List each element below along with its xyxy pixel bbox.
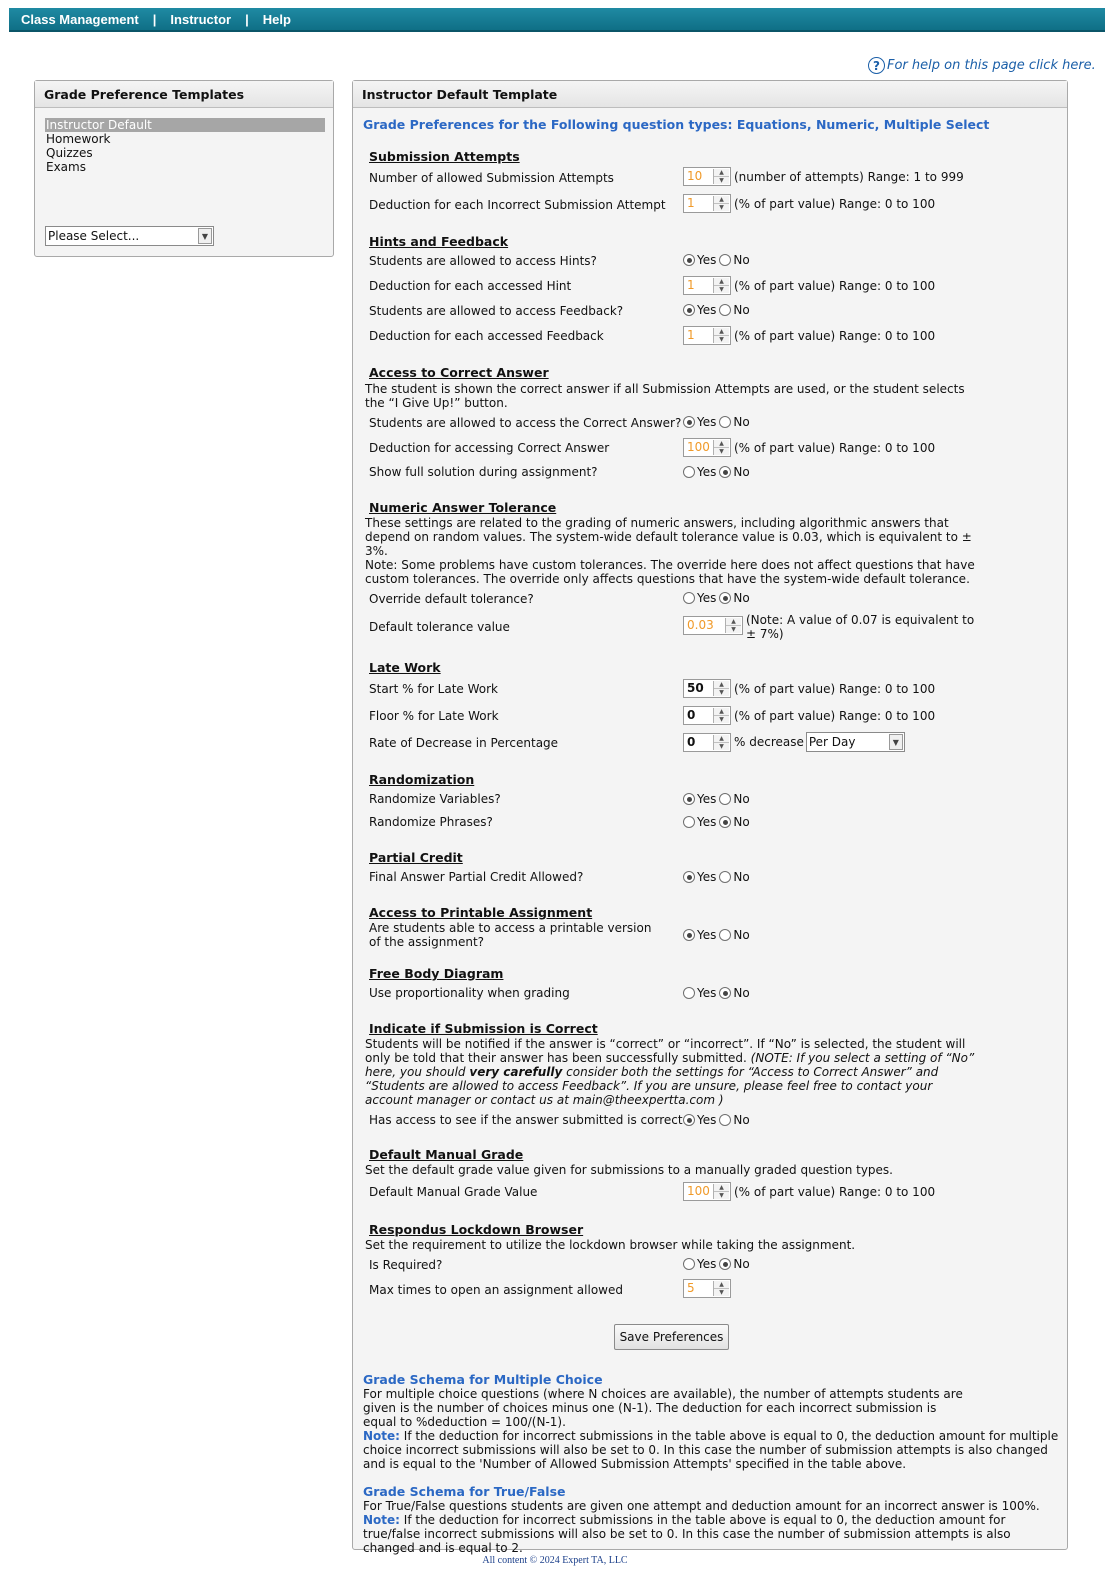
radio-no-label: No xyxy=(733,303,750,317)
spin-up-icon[interactable]: ▲ xyxy=(714,681,729,689)
radio-yes-label: Yes xyxy=(697,253,717,267)
section-title-printable: Access to Printable Assignment xyxy=(369,905,593,920)
label-override-tolerance: Override default tolerance? xyxy=(369,592,534,606)
nav-separator: | xyxy=(245,11,249,27)
section-title-hints-feedback: Hints and Feedback xyxy=(369,234,509,249)
indicate-text-1: Students will be notified if the answer is “correct” or “incorrect”. If “No” is selected, the student will only be told that their answer has been successfully submitted. xyxy=(365,1037,966,1065)
section-title-submission-attempts: Submission Attempts xyxy=(369,149,520,164)
respondus-yes-radio[interactable] xyxy=(683,1258,695,1270)
hints-no-radio[interactable] xyxy=(719,254,731,266)
max-open-value: 5 xyxy=(687,1281,695,1295)
respondus-no-radio[interactable] xyxy=(719,1258,731,1270)
nav-separator: | xyxy=(152,11,157,27)
late-rate-period-select[interactable] xyxy=(806,732,905,752)
label-access-correct-answer: Students are allowed to access the Correct Answer? xyxy=(369,416,682,430)
label-hint-deduction: Deduction for each accessed Hint xyxy=(369,279,572,293)
late-floor-spinner[interactable] xyxy=(683,706,731,725)
correct-answer-deduction-value: 100 xyxy=(687,440,710,454)
radio-yes-label: Yes xyxy=(697,792,717,806)
late-start-range: (% of part value) Range: 0 to 100 xyxy=(734,681,936,696)
manual-grade-value: 100 xyxy=(687,1184,710,1198)
partial-yes-radio[interactable] xyxy=(683,871,695,883)
attempts-spinner[interactable] xyxy=(683,167,731,186)
incorrect-deduction-control xyxy=(683,194,935,213)
schema-tf-note xyxy=(363,1513,1063,1555)
attempts-control xyxy=(683,167,964,186)
label-printable-line2: of the assignment? xyxy=(369,935,485,949)
indicate-text-4: consider both the settings for “Access to Correct Answer” and “Students are allowed to access Feedback”. If you are unsure, please feel free to contact your account manager or contact us at main@theexpertta.com ) xyxy=(365,1065,939,1107)
spin-up-icon[interactable]: ▲ xyxy=(726,618,741,626)
respondus-radio-group xyxy=(683,1257,753,1271)
spin-down-icon[interactable]: ▼ xyxy=(714,336,729,343)
radio-yes-label: Yes xyxy=(697,303,717,317)
templates-panel xyxy=(34,80,334,257)
solution-no-radio[interactable] xyxy=(719,466,731,478)
radio-no-label: No xyxy=(733,815,750,829)
attempts-range: (number of attempts) Range: 1 to 999 xyxy=(734,169,964,184)
section-title-correct-answer: Access to Correct Answer xyxy=(369,365,549,380)
indicate-yes-radio[interactable] xyxy=(683,1114,695,1126)
schema-tf-note-text: If the deduction for incorrect submissions in the table above is equal to 0, the deduction amount for true/false incorrect submissions will also be set to 0. In this case the number of submission attempts is also changed and is equal to 2. xyxy=(363,1513,1011,1555)
template-select-value: Please Select... xyxy=(48,229,140,243)
label-printable-line1: Are students able to access a printable version xyxy=(369,921,652,935)
radio-yes-label: Yes xyxy=(697,870,717,884)
radio-yes-label: Yes xyxy=(697,986,717,1000)
schema-tf-note-label: Note: xyxy=(363,1513,400,1527)
solution-radio-group xyxy=(683,465,753,479)
hint-deduction-range: (% of part value) Range: 0 to 100 xyxy=(734,278,936,293)
phrases-yes-radio[interactable] xyxy=(683,816,695,828)
correct-answer-deduction-spinner[interactable] xyxy=(683,438,731,457)
radio-no-label: No xyxy=(733,591,750,605)
tolerance-spinner[interactable] xyxy=(683,616,743,635)
label-incorrect-deduction: Deduction for each Incorrect Submission Attempt xyxy=(369,198,666,212)
incorrect-deduction-range: (% of part value) Range: 0 to 100 xyxy=(734,196,936,211)
label-partial-credit: Final Answer Partial Credit Allowed? xyxy=(369,870,584,884)
correct-answer-radio-group xyxy=(683,415,753,429)
section-title-respondus: Respondus Lockdown Browser xyxy=(369,1222,584,1237)
section-title-randomization: Randomization xyxy=(369,772,475,787)
hint-deduction-spinner[interactable] xyxy=(683,276,731,295)
late-rate-unit: % decrease xyxy=(734,735,804,749)
radio-no-label: No xyxy=(733,870,750,884)
spin-down-icon[interactable]: ▼ xyxy=(714,689,729,696)
spin-down-icon[interactable]: ▼ xyxy=(714,716,729,723)
manual-grade-spinner[interactable] xyxy=(683,1182,731,1201)
solution-yes-radio[interactable] xyxy=(683,466,695,478)
spin-down-icon[interactable]: ▼ xyxy=(726,626,741,633)
footer-copyright: All content © 2024 Expert TA, LLC xyxy=(482,1555,628,1566)
label-randomize-variables: Randomize Variables? xyxy=(369,792,501,806)
spin-up-icon[interactable]: ▲ xyxy=(714,440,729,448)
spin-down-icon[interactable]: ▼ xyxy=(714,204,729,211)
late-floor-range: (% of part value) Range: 0 to 100 xyxy=(734,708,936,723)
spin-up-icon[interactable]: ▲ xyxy=(714,735,729,743)
template-list xyxy=(45,118,325,174)
templates-panel-title: Grade Preference Templates xyxy=(35,81,333,108)
indicate-text-emphasis: very carefully xyxy=(469,1065,563,1079)
late-start-value: 50 xyxy=(687,681,704,695)
fbd-no-radio[interactable] xyxy=(719,987,731,999)
respondus-description: Set the requirement to utilize the lockdown browser while taking the assignment. xyxy=(365,1238,856,1252)
printable-no-radio[interactable] xyxy=(719,929,731,941)
indicate-description xyxy=(365,1037,980,1107)
indicate-no-radio[interactable] xyxy=(719,1114,731,1126)
max-open-control xyxy=(683,1279,734,1298)
template-item-instructor-default[interactable]: Instructor Default xyxy=(45,118,325,132)
label-randomize-phrases: Randomize Phrases? xyxy=(369,815,493,829)
label-late-floor: Floor % for Late Work xyxy=(369,709,499,723)
hint-deduction-value: 1 xyxy=(687,278,695,292)
correct-answer-deduction-control xyxy=(683,438,935,457)
tolerance-value: 0.03 xyxy=(687,618,714,632)
hint-deduction-control xyxy=(683,276,935,295)
label-late-rate: Rate of Decrease in Percentage xyxy=(369,736,559,750)
radio-yes-label: Yes xyxy=(697,928,717,942)
tolerance-value-note: (Note: A value of 0.07 is equivalent to ± 7%) xyxy=(746,613,975,641)
question-types-subtitle: Grade Preferences for the Following question types: Equations, Numeric, Multiple Select xyxy=(363,117,990,132)
late-floor-control xyxy=(683,706,935,725)
schema-mc-text: For multiple choice questions (where N choices are available), the number of attempts students are given is the number of choices minus one (N-1). The deduction for each incorrect submission is equal to %deduction = 100/(N-1). xyxy=(363,1387,963,1429)
tolerance-description: These settings are related to the grading of numeric answers, including algorithmic answers that depend on random values. The system-wide default tolerance value is 0.03, which is equivalent to ± 3%. xyxy=(365,516,972,558)
label-access-hints: Students are allowed to access Hints? xyxy=(369,254,597,268)
radio-yes-label: Yes xyxy=(697,1257,717,1271)
label-tolerance-value: Default tolerance value xyxy=(369,620,510,634)
late-rate-value: 0 xyxy=(687,734,696,749)
radio-no-label: No xyxy=(733,1257,750,1271)
help-link-text[interactable]: For help on this page click here. xyxy=(887,58,1096,73)
label-show-solution: Show full solution during assignment? xyxy=(369,465,598,479)
schema-mc-note xyxy=(363,1429,1063,1471)
override-no-radio[interactable] xyxy=(719,592,731,604)
correct-answer-no-radio[interactable] xyxy=(719,416,731,428)
max-open-spinner[interactable] xyxy=(683,1279,731,1298)
template-item-exams[interactable]: Exams xyxy=(46,160,86,174)
section-title-late-work: Late Work xyxy=(369,660,441,675)
late-rate-spinner[interactable] xyxy=(683,733,731,752)
template-item-homework[interactable]: Homework xyxy=(46,132,111,146)
variables-radio-group xyxy=(683,792,753,806)
incorrect-deduction-spinner[interactable] xyxy=(683,194,731,213)
fbd-yes-radio[interactable] xyxy=(683,987,695,999)
manual-grade-control xyxy=(683,1182,935,1201)
late-floor-value: 0 xyxy=(687,708,696,722)
feedback-deduction-control xyxy=(683,326,935,345)
radio-no-label: No xyxy=(733,986,750,1000)
spin-up-icon[interactable]: ▲ xyxy=(714,1281,729,1289)
feedback-deduction-spinner[interactable] xyxy=(683,326,731,345)
feedback-deduction-range: (% of part value) Range: 0 to 100 xyxy=(734,328,936,343)
variables-no-radio[interactable] xyxy=(719,793,731,805)
schema-tf-text: For True/False questions students are given one attempt and deduction amount for an incorrect answer is 100%. xyxy=(363,1499,1040,1513)
phrases-no-radio[interactable] xyxy=(719,816,731,828)
radio-yes-label: Yes xyxy=(697,465,717,479)
label-see-correct: Has access to see if the answer submitted is correct xyxy=(369,1113,683,1127)
correct-answer-deduction-range: (% of part value) Range: 0 to 100 xyxy=(734,440,936,455)
section-title-manual-grade: Default Manual Grade xyxy=(369,1147,524,1162)
spin-up-icon[interactable]: ▲ xyxy=(714,328,729,336)
template-select[interactable] xyxy=(45,226,214,246)
tolerance-note: Note: Some problems have custom tolerances. The override here does not affect questions that have custom tolerances. The override only affects questions that have the system-wide default tolerance. xyxy=(365,558,975,586)
feedback-no-radio[interactable] xyxy=(719,304,731,316)
radio-yes-label: Yes xyxy=(697,1113,717,1127)
radio-yes-label: Yes xyxy=(697,815,717,829)
schema-mc-note-text: If the deduction for incorrect submissions in the table above is equal to 0, the deduction amount for multiple choice incorrect submissions will also be set to 0. In this case the number of submission attempts is also changed and is equal to the 'Number of Allowed Submission Attempts' specified in the table above. xyxy=(363,1429,1059,1471)
indicate-radio-group xyxy=(683,1113,753,1127)
phrases-radio-group xyxy=(683,815,753,829)
section-title-indicate-correct: Indicate if Submission is Correct xyxy=(369,1021,598,1036)
section-title-fbd: Free Body Diagram xyxy=(369,966,504,981)
manual-grade-range: (% of part value) Range: 0 to 100 xyxy=(734,1184,936,1199)
section-title-tolerance: Numeric Answer Tolerance xyxy=(369,500,557,515)
spin-down-icon[interactable]: ▼ xyxy=(714,1289,729,1296)
schema-mc-title: Grade Schema for Multiple Choice xyxy=(363,1372,603,1387)
partial-no-radio[interactable] xyxy=(719,871,731,883)
spin-up-icon[interactable]: ▲ xyxy=(714,1184,729,1192)
hints-yes-radio[interactable] xyxy=(683,254,695,266)
help-circle-icon: ? xyxy=(868,57,885,74)
hints-radio-group xyxy=(683,253,753,267)
attempts-value: 10 xyxy=(687,169,703,183)
label-late-start: Start % for Late Work xyxy=(369,682,498,696)
spin-up-icon[interactable]: ▲ xyxy=(714,278,729,286)
radio-no-label: No xyxy=(733,792,750,806)
section-title-partial-credit: Partial Credit xyxy=(369,850,463,865)
variables-yes-radio[interactable] xyxy=(683,793,695,805)
manual-grade-description: Set the default grade value given for submissions to a manually graded question types. xyxy=(365,1163,893,1177)
page-help-link[interactable] xyxy=(868,57,1096,74)
label-lockdown-required: Is Required? xyxy=(369,1258,443,1272)
chevron-down-icon: ▼ xyxy=(198,228,212,244)
radio-yes-label: Yes xyxy=(697,415,717,429)
late-start-control xyxy=(683,679,935,698)
printable-yes-radio[interactable] xyxy=(683,929,695,941)
spin-down-icon[interactable]: ▼ xyxy=(714,177,729,184)
label-max-open: Max times to open an assignment allowed xyxy=(369,1283,623,1297)
tolerance-value-control xyxy=(683,613,981,641)
label-correct-answer-deduction: Deduction for accessing Correct Answer xyxy=(369,441,610,455)
radio-yes-label: Yes xyxy=(697,591,717,605)
schema-mc-note-label: Note: xyxy=(363,1429,400,1443)
late-rate-period-value: Per Day xyxy=(808,735,856,749)
radio-no-label: No xyxy=(733,253,750,267)
partial-radio-group xyxy=(683,870,753,884)
nav-class-management[interactable]: Class Management xyxy=(21,11,139,27)
printable-radio-group xyxy=(683,928,753,942)
schema-tf-title: Grade Schema for True/False xyxy=(363,1484,566,1499)
nav-help[interactable]: Help xyxy=(262,11,291,27)
save-preferences-button[interactable]: Save Preferences xyxy=(614,1324,729,1350)
override-yes-radio[interactable] xyxy=(683,592,695,604)
incorrect-deduction-value: 1 xyxy=(687,196,695,210)
spin-up-icon[interactable]: ▲ xyxy=(714,196,729,204)
spin-down-icon[interactable]: ▼ xyxy=(714,448,729,455)
chevron-down-icon: ▼ xyxy=(889,734,903,750)
spin-down-icon[interactable]: ▼ xyxy=(714,286,729,293)
label-access-feedback: Students are allowed to access Feedback? xyxy=(369,304,624,318)
radio-no-label: No xyxy=(733,415,750,429)
template-item-quizzes[interactable]: Quizzes xyxy=(46,146,93,160)
spin-up-icon[interactable]: ▲ xyxy=(714,169,729,177)
radio-no-label: No xyxy=(733,1113,750,1127)
main-panel-title: Instructor Default Template xyxy=(353,81,1067,108)
radio-no-label: No xyxy=(733,465,750,479)
indicate-text-2: (NOTE: If you select a setting of “No” here, you should xyxy=(365,1051,975,1079)
override-radio-group xyxy=(683,591,753,605)
radio-no-label: No xyxy=(733,928,750,942)
label-allowed-attempts: Number of allowed Submission Attempts xyxy=(369,171,614,185)
label-manual-grade: Default Manual Grade Value xyxy=(369,1185,538,1199)
top-nav-bar xyxy=(9,8,1105,32)
spin-down-icon[interactable]: ▼ xyxy=(714,1192,729,1199)
spin-up-icon[interactable]: ▲ xyxy=(714,708,729,716)
label-proportionality: Use proportionality when grading xyxy=(369,986,570,1000)
feedback-yes-radio[interactable] xyxy=(683,304,695,316)
fbd-radio-group xyxy=(683,986,753,1000)
nav-instructor[interactable]: Instructor xyxy=(170,11,232,27)
late-rate-control xyxy=(683,732,905,752)
correct-answer-yes-radio[interactable] xyxy=(683,416,695,428)
feedback-radio-group xyxy=(683,303,753,317)
correct-answer-description: The student is shown the correct answer if all Submission Attempts are used, or the student selects the “I Give Up!” button. xyxy=(365,382,965,410)
instructor-template-panel xyxy=(352,80,1068,1555)
feedback-deduction-value: 1 xyxy=(687,328,695,342)
spin-down-icon[interactable]: ▼ xyxy=(714,743,729,750)
late-start-spinner[interactable] xyxy=(683,679,731,698)
label-feedback-deduction: Deduction for each accessed Feedback xyxy=(369,329,604,343)
